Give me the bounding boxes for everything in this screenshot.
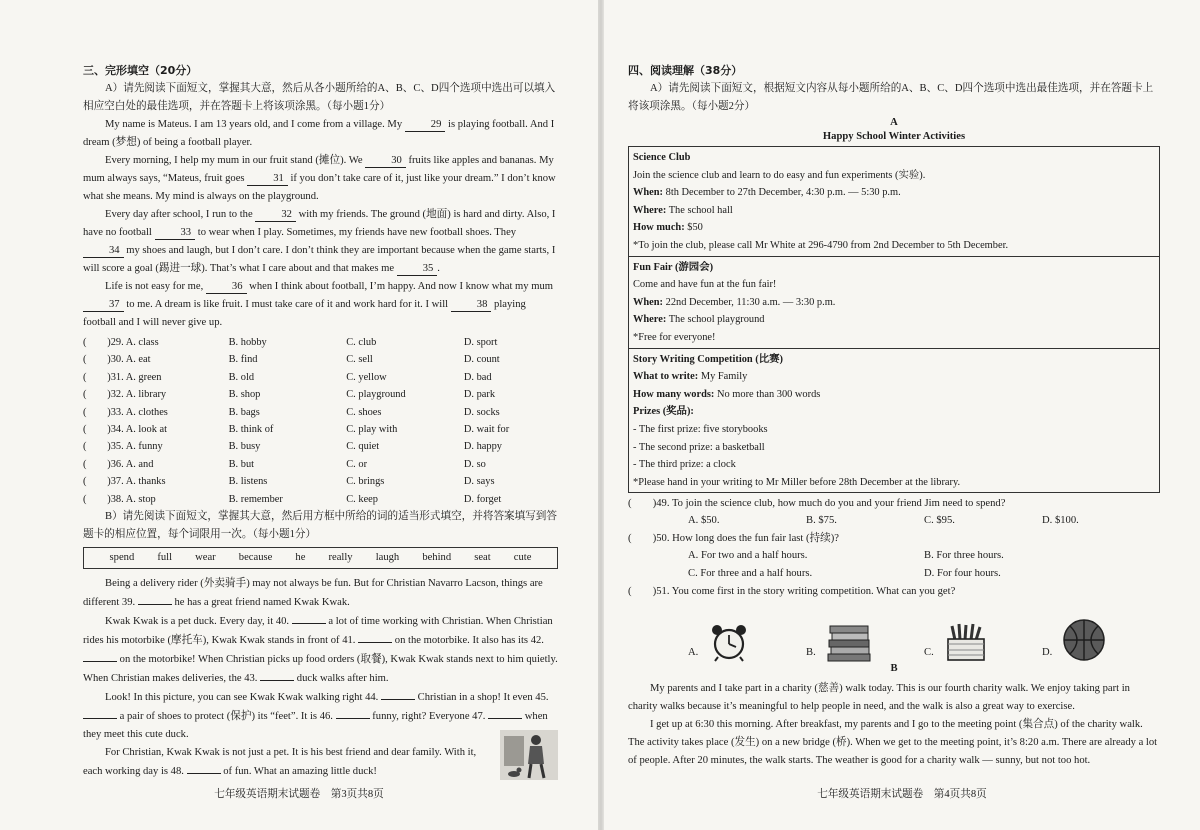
cloze-paragraph-1: My name is Mateus. I am 13 years old, and I come from a village. My 29 is playing football. And I dream (梦想) of being a football player.: [83, 119, 555, 148]
blank-39[interactable]: [138, 593, 172, 605]
question-51: ( )51. You come first in the story writing competition. What can you get?: [628, 586, 956, 598]
word-bank-item: laugh: [375, 551, 400, 563]
blank-35[interactable]: 35: [397, 262, 438, 276]
option-row-33: ( )33. A. clothes B. bags C. shoes D. socks: [83, 406, 500, 418]
passage-label-b: B: [890, 663, 898, 675]
blank-46[interactable]: [336, 707, 370, 719]
blank-31[interactable]: 31: [247, 172, 288, 186]
activities-table-title: Happy School Winter Activities: [822, 131, 966, 142]
question-51-image-options: [628, 602, 1160, 662]
word-bank-item: he: [295, 551, 306, 563]
section-title-cloze: 三、完形填空（20分）: [83, 64, 198, 77]
question-49: ( )49. To join the science club, how much do you and your friend Jim need to spend?: [628, 498, 1006, 510]
cloze-options: [83, 334, 558, 508]
word-bank-item: because: [238, 551, 273, 563]
option-b-books[interactable]: B.: [806, 624, 924, 662]
option-row-36: ( )36. A. and B. but C. or D. so: [83, 458, 486, 470]
blank-33[interactable]: 33: [155, 226, 196, 240]
option-row-30: ( )30. A. eat B. find C. sell D. count: [83, 354, 500, 366]
pencil-box-icon: [944, 622, 988, 662]
option-d-basketball[interactable]: D.: [1042, 618, 1160, 662]
basketball-icon: [1062, 618, 1106, 662]
word-bank-item: wear: [195, 551, 216, 563]
blank-38[interactable]: 38: [451, 298, 492, 312]
blank-45[interactable]: [83, 707, 117, 719]
cloze-paragraph-3: Every day after school, I run to the 32 with my friends. The ground (地面) is hard and dirty. Also, I have no football 33 to wear when I play. Sometimes, my friends have new football shoes. They 34 my shoes and laugh, but I don’t care. I don’t think they are important because when the game starts, I will score a goal (踢进一球). That’s what I care about and that makes me 35 .: [83, 209, 556, 274]
exam-page-4: [604, 0, 1200, 830]
question-50: ( )50. How long does the fun fair last (持续)?: [628, 533, 839, 545]
fun-fair-cell: Fun Fair (游园会) Come and have fun at the fun fair! When: 22nd December, 11:30 a.m. — 3:30 p.m. Where: The school playground *Free for everyone!: [629, 257, 1159, 349]
part-a-instructions: A）请先阅读下面短文，掌握其大意，然后从各小题所给的A、B、C、D四个选项中选出可以填入相应空白处的最佳选项，并在答题卡上将该项涂黑。（每小题1分）: [83, 83, 556, 112]
reading-instructions: A）请先阅读下面短文，根据短文内容从每小题所给的A、B、C、D四个选项中选出最佳选项，并在答题卡上将该项涂黑。（每小题2分）: [628, 83, 1154, 112]
blank-47[interactable]: [488, 707, 522, 719]
word-bank: [83, 547, 558, 569]
page-footer-left: 七年级英语期末试题卷 第3页共8页: [214, 789, 384, 800]
blank-48[interactable]: [187, 762, 221, 774]
cloze-paragraph-4: Life is not easy for me, 36 when I think about football, I’m happy. And now I know what my mum 37 to me. A dream is like fruit. I must take care of it and work hard for it. I will 38 playing football and I will never give up.: [83, 281, 554, 328]
delivery-rider-duck-photo: [500, 730, 558, 780]
story-competition-cell: Story Writing Competition (比赛) What to write: My Family How many words: No more than 300 words Prizes (奖品): - The first prize: five storybooks - The second prize: a basketball - The third prize: a clock *Please hand in your writing to Mr Miller before 28th December at the library.: [633, 353, 961, 488]
fill-paragraph-4-wrap: [83, 744, 558, 781]
passage-label-a: A: [890, 117, 898, 128]
passage-b-paragraph-2: I get up at 6:30 this morning. After breakfast, my parents and I go to the meeting point (集合点) of the charity walk. The activity takes place (发生) on a new bridge (桥). When we get to the meeting point, it’s 8:20 a.m. There are already a lot of people. After 20 minutes, the walk starts. The weather is good for a charity walk — sunny, but not too hot.: [628, 719, 1158, 767]
blank-29[interactable]: 29: [405, 118, 446, 132]
option-row-37: ( )37. A. thanks B. listens C. brings D. says: [83, 476, 495, 488]
option-c-pens[interactable]: C.: [924, 622, 1042, 662]
fill-paragraph-2: Kwak Kwak is a pet duck. Every day, it 40. a lot of time working with Christian. When Christian rides his motorbike (摩托车), Kwak Kwak stands in front of 41. on the motorbike. It also has its 42. on the motorbike! When Christian picks up food orders (取餐), Kwak Kwak stands next to him quietly. When Christian makes deliveries, the 43. duck walks after him.: [83, 612, 558, 688]
blank-42[interactable]: [83, 650, 117, 662]
blank-36[interactable]: 36: [206, 280, 247, 294]
blank-37[interactable]: 37: [83, 298, 124, 312]
blank-41[interactable]: [358, 631, 392, 643]
blank-40[interactable]: [292, 612, 326, 624]
blank-30[interactable]: 30: [365, 154, 406, 168]
blank-44[interactable]: [381, 688, 415, 700]
passage-b-paragraph-1: My parents and I take part in a charity (慈善) walk today. This is our fourth charity walk. We enjoy taking part in charity walks because it’s meaningful to help people in need, and the walk is also a great way to exercise.: [628, 683, 1130, 713]
word-bank-item: spend: [109, 551, 135, 563]
word-bank-item: seat: [474, 551, 491, 563]
option-a-clock[interactable]: A.: [688, 622, 806, 662]
option-row-31: ( )31. A. green B. old C. yellow D. bad: [83, 371, 492, 383]
part-b-instructions: B）请先阅读下面短文，掌握其大意，然后用方框中所给的词的适当形式填空，并将答案填写到答题卡的相应位置，每个词限用一次。（每小题1分）: [83, 510, 557, 540]
science-club-cell: Science Club Join the science club and learn to do easy and fun experiments (实验). When: 8th December to 27th December, 4:30 p.m. — 5:30 p.m. Where: The school hall How much: $50 *To join the club, please call Mr White at 296-4790 from 2nd December to 5th December.: [629, 147, 1159, 257]
exam-page-3: [0, 0, 598, 830]
section-title-reading: 四、阅读理解（38分）: [628, 64, 743, 77]
page-footer-right: 七年级英语期末试题卷 第4页共8页: [817, 789, 987, 800]
word-bank-item: full: [157, 551, 173, 563]
option-row-38: ( )38. A. stop B. remember C. keep D. forget: [83, 493, 502, 505]
question-50-options: A. For two and a half hours. B. For three hours. C. For three and a half hours. D. For four hours.: [688, 550, 1004, 580]
option-row-35: ( )35. A. funny B. busy C. quiet D. happy: [83, 441, 502, 453]
blank-43[interactable]: [260, 669, 294, 681]
activities-table: [628, 146, 1160, 493]
fill-paragraph-1: Being a delivery rider (外卖骑手) may not always be fun. But for Christian Navarro Lacson, things are different 39. he has a great friend named Kwak Kwak.: [83, 577, 543, 608]
word-bank-item: behind: [422, 551, 452, 563]
option-row-29: ( )29. A. class B. hobby C. club D. sport: [83, 337, 498, 348]
fill-paragraph-3: Look! In this picture, you can see Kwak Kwak walking right 44. Christian in a shop! It even 45. a pair of shoes to protect (保护) its “feet”. It is 46. funny, right? Everyone 47. when they meet this cute duck.: [83, 688, 558, 744]
fill-paragraph-4: For Christian, Kwak Kwak is not just a pet. It is his best friend and dear family. With it, each working day is 48. of fun. What an amazing little duck!: [83, 746, 477, 777]
option-row-34: ( )34. A. look at B. think of C. play with D. wait for: [83, 423, 510, 435]
question-49-options: A. $50. B. $75. C. $95. D. $100.: [688, 515, 1079, 527]
blank-34[interactable]: 34: [83, 244, 124, 258]
blank-32[interactable]: 32: [255, 208, 296, 222]
word-bank-item: cute: [513, 551, 532, 563]
option-row-32: ( )32. A. library B. shop C. playground D. park: [83, 389, 496, 401]
cloze-paragraph-2: Every morning, I help my mum in our fruit stand (摊位). We 30 fruits like apples and bananas. My mum always says, “Mateus, fruit goes 31 if you don’t take care of it, just like your dream.” I don’t know what she means. My mind is always on the playground.: [83, 155, 556, 202]
alarm-clock-icon: [708, 622, 750, 662]
word-bank-item: really: [328, 551, 353, 563]
book-stack-icon: [826, 624, 872, 662]
